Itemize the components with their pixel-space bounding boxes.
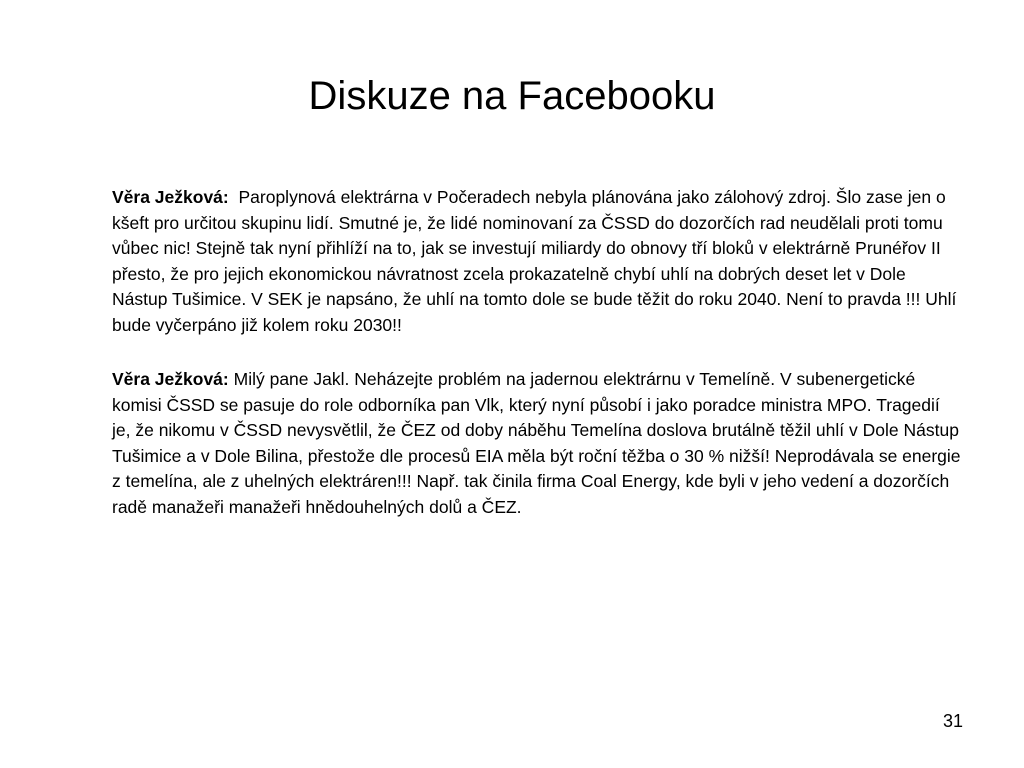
- comment-author-1: Věra Ježková:: [112, 187, 229, 207]
- page-number: 31: [942, 711, 963, 731]
- comment-paragraph-1: [112, 185, 962, 338]
- comment-author-2: Věra Ježková:: [112, 369, 229, 389]
- comment-text-1: Paroplynová elektrárna v Počeradech nebyla plánována jako zálohový zdroj. Šlo zase jen o kšeft pro určitou skupinu lidí. Smutné je, že lidé nominovaní za ČSSD do dozorčích rad neudělali proti tomu vůbec nic! Stejně tak nyní přihlíží na to, jak se investují miliardy do obnovy tří bloků v elektrárně Prunéřov II přesto, že pro jejich ekonomickou návratnost zcela prokazatelně chybí uhlí na dobrých deset let v Dole Nástup Tušimice. V SEK je napsáno, že uhlí na tomto dole se bude těžit do roku 2040. Není to pravda !!! Uhlí bude vyčerpáno již kolem roku 2030!!: [112, 187, 957, 335]
- slide-body: [112, 185, 962, 549]
- comment-text-2: Milý pane Jakl. Neházejte problém na jadernou elektrárnu v Temelíně. V subenergetické komisi ČSSD se pasuje do role odborníka pan Vlk, který nyní působí i jako poradce ministra MPO. Tragedií je, že nikomu v ČSSD nevysvětlil, že ČEZ od doby náběhu Temelína doslova brutálně těžil uhlí v Dole Nástup Tušimice a v Dole Bilina, přestože dle procesů EIA měla být roční těžba o 30 % nižší! Neprodávala se energie z temelína, ale z uhelných elektráren!!! Např. tak činila firma Coal Energy, kde byli v jeho vedení a dozorčích radě manažeři manažeři hnědouhelných dolů a ČEZ.: [112, 369, 961, 517]
- comment-paragraph-2: [112, 367, 962, 520]
- slide-title: Diskuze na Facebooku: [308, 74, 716, 118]
